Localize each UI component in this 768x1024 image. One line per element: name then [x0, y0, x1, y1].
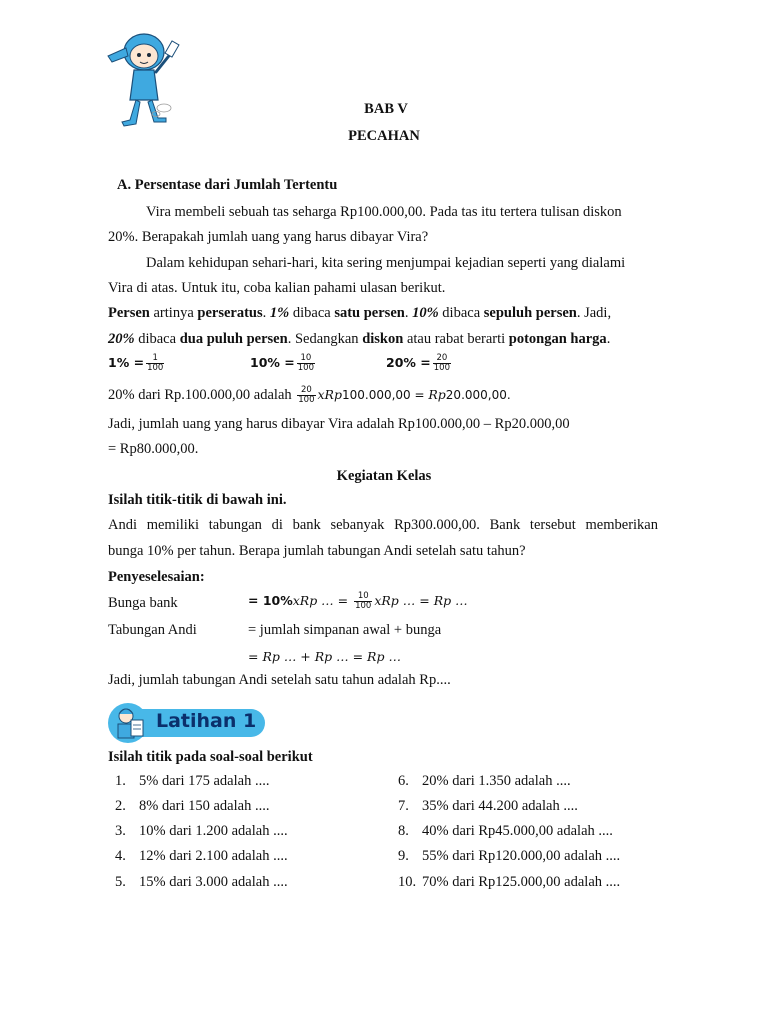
fraction-definition: 1% = $\frac{1}{100}$	[108, 353, 164, 373]
problem-line: bunga 10% per tahun. Berapa jumlah tabungan Andi setelah satu tahun?	[108, 543, 526, 559]
fraction-definition: 20% = $\frac{20}{100}$	[386, 353, 450, 373]
latihan-banner	[140, 709, 265, 737]
exercise-item: 10. 70% dari Rp125.000,00 adalah ....	[398, 874, 621, 890]
bunga-label: Bunga bank	[108, 595, 178, 611]
paragraph-line: Vira membeli sebuah tas seharga Rp100.000,00. Pada tas itu tertera tulisan diskon	[146, 204, 622, 220]
exercise-item: 1. 5% dari 175 adalah ....	[115, 773, 270, 789]
exercise-item: 6. 20% dari 1.350 adalah ....	[398, 773, 571, 789]
exercise-instruction: Isilah titik pada soal-soal berikut	[108, 749, 313, 765]
bunga-equation: = 10%xRp … = $\frac{10}{100}$ xRp … = Rp …	[248, 591, 468, 611]
section-heading: A. Persentase dari Jumlah Tertentu	[117, 177, 338, 193]
activity-title: Kegiatan Kelas	[336, 468, 432, 484]
exercise-item: 7. 35% dari 44.200 adalah ....	[398, 798, 578, 814]
definition-line: 20% dibaca dua puluh persen. Sedangkan diskon atau rabat berarti potongan harga.	[108, 331, 611, 347]
conclusion-line: = Rp80.000,00.	[108, 441, 199, 457]
chapter-title: PECAHAN	[348, 128, 420, 144]
exercise-item: 2. 8% dari 150 adalah ....	[115, 798, 270, 814]
exercise-item: 4. 12% dari 2.100 adalah ....	[115, 848, 288, 864]
exercise-item: 9. 55% dari Rp120.000,00 adalah ....	[398, 848, 621, 864]
paragraph-line: 20%. Berapakah jumlah uang yang harus dibayar Vira?	[108, 229, 429, 245]
activity-instruction: Isilah titik-titik di bawah ini.	[108, 492, 287, 508]
exercise-item: 8. 40% dari Rp45.000,00 adalah ....	[398, 823, 613, 839]
definition-line: Persen artinya perseratus. 1% dibaca satu persen. 10% dibaca sepuluh persen. Jadi,	[108, 305, 612, 321]
tabungan-equation: = Rp … + Rp … = Rp …	[248, 649, 401, 664]
fraction-definition: 10% = $\frac{10}{100}$	[250, 353, 314, 373]
activity-conclusion: Jadi, jumlah tabungan Andi setelah satu tahun adalah Rp....	[108, 672, 451, 688]
exercise-item: 3. 10% dari 1.200 adalah ....	[115, 823, 288, 839]
tabungan-equation: = jumlah simpanan awal + bunga	[248, 622, 442, 638]
conclusion-line: Jadi, jumlah uang yang harus dibayar Vira adalah Rp100.000,00 – Rp20.000,00	[108, 416, 570, 432]
latihan-icon	[106, 700, 150, 746]
chapter-label: BAB V	[364, 101, 408, 117]
tabungan-label: Tabungan Andi	[108, 622, 197, 638]
latihan-title: Latihan 1	[156, 710, 257, 732]
paragraph-line: Vira di atas. Untuk itu, coba kalian pahami ulasan berikut.	[108, 280, 446, 296]
paragraph-line: Dalam kehidupan sehari-hari, kita sering menjumpai kejadian seperti yang dialami	[146, 255, 626, 271]
exercise-item: 5. 15% dari 3.000 adalah ....	[115, 874, 288, 890]
calculation-line: 20% dari Rp.100.000,00 adalah $\frac{20}{100}$ xRp100.000,00 = Rp20.000,00.	[108, 385, 511, 405]
solution-label: Penyeselesaian:	[108, 569, 205, 585]
problem-line: Andi memiliki tabungan di bank sebanyak Rp300.000,00. Bank tersebut memberikan	[108, 517, 658, 533]
